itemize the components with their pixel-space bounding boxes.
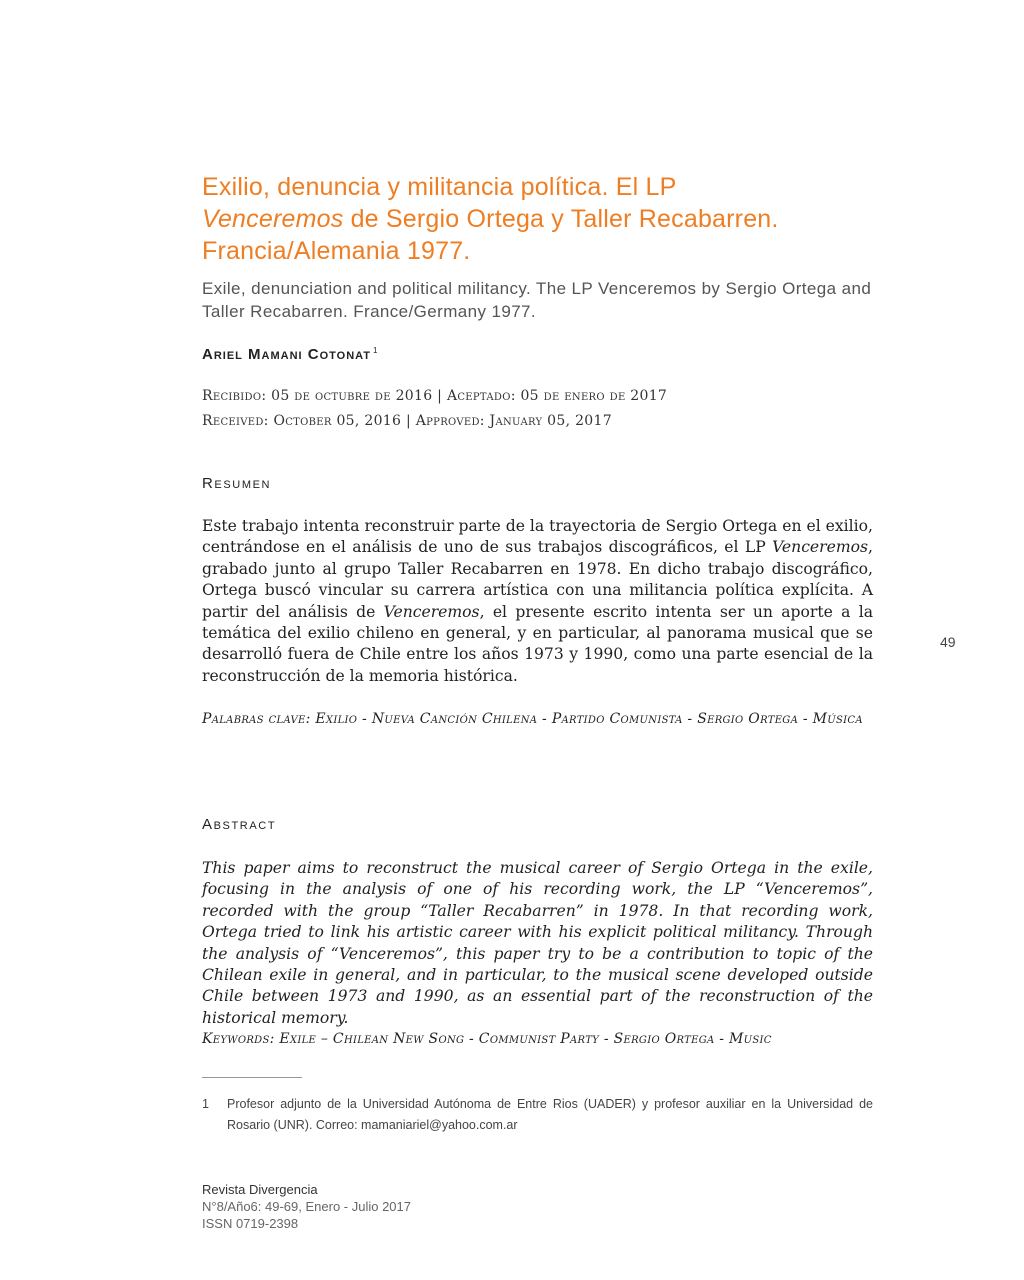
dates-english: Received: October 05, 2016 | Approved: January 05, 2017 [202, 413, 612, 429]
article-title [202, 171, 882, 267]
author-name: Ariel Mamani Cotonat [202, 346, 372, 363]
resumen-text-italic1: Venceremos [772, 538, 869, 557]
dates-spanish: Recibido: 05 de octubre de 2016 | Aceptado: 05 de enero de 2017 [202, 388, 668, 404]
journal-issn: ISSN 0719-2398 [202, 1216, 299, 1231]
article-title-line3: Francia/Alemania 1977. [202, 237, 471, 265]
article-title-line2: de Sergio Ortega y Taller Recabarren. [343, 205, 779, 233]
journal-name: Revista Divergencia [202, 1182, 318, 1197]
resumen-text-part3: , el presente escrito intenta ser un aporte a la temática del exilio chileno en general, y en particular, al panorama musical que se desarrolló fuera de Chile entre los años 1973 y 1990, como una parte esencial de la reconstrucción de la memoria histórica. [202, 602, 873, 685]
footnote-divider [202, 1077, 302, 1078]
article-title-italic-word: Venceremos [202, 205, 344, 233]
abstract-text: This paper aims to reconstruct the musical career of Sergio Ortega in the exile, focusing in the analysis of one of his recording work, the LP “Venceremos”, recorded with the group “Taller Recabarren” in 1978. In that recording work, Ortega tried to link his artistic career with his explicit political militancy. Through the analysis of “Venceremos”, this paper try to be a contribution to topic of the Chilean exile in general, and in particular, to the musical scene developed outside Chile between 1973 and 1990, as an essential part of the reconstruction of the historical memory. [202, 859, 873, 1027]
resumen-text-part2: , grabado junto al grupo Taller Recabarren en 1978. En dicho trabajo discográfico, Ortega buscó vincular su carrera artística con una militancia política explícita. A partir del análisis de [202, 538, 873, 621]
abstract-keywords: Keywords: Exile – Chilean New Song - Communist Party - Sergio Ortega - Music [202, 1031, 772, 1047]
article-title-english: Exile, denunciation and political militancy. The LP Venceremos by Sergio Ortega and Taller Recabarren. France/Germany 1977. [202, 279, 872, 321]
resumen-text-part1: Este trabajo intenta reconstruir parte de la trayectoria de Sergio Ortega en el exilio, centrándose en el análisis de uno de sus trabajos discográficos, el LP [202, 517, 873, 557]
author-line [202, 346, 378, 363]
resumen-text-italic2: Venceremos [383, 602, 480, 621]
article-title-line1: Exilio, denuncia y militancia política. El LP [202, 173, 677, 201]
resumen-keywords: Palabras clave: Exilio - Nueva Canción Chilena - Partido Comunista - Sergio Ortega - Música [202, 711, 863, 727]
footnote-text: Profesor adjunto de la Universidad Autónoma de Entre Rios (UADER) y profesor auxiliar en la Universidad de Rosario (UNR). Correo: mamaniariel@yahoo.com.ar [227, 1097, 873, 1132]
resumen-heading: Resumen [202, 475, 272, 492]
submission-dates [202, 384, 667, 434]
footnote-number: 1 [202, 1097, 209, 1111]
resumen-text [202, 516, 873, 687]
page-number: 49 [940, 634, 956, 650]
footnote [202, 1094, 873, 1136]
journal-info [202, 1181, 411, 1232]
abstract-heading: Abstract [202, 816, 277, 833]
journal-issue: N°8/Año6: 49-69, Enero - Julio 2017 [202, 1199, 411, 1214]
author-footnote-ref[interactable]: 1 [373, 346, 379, 355]
